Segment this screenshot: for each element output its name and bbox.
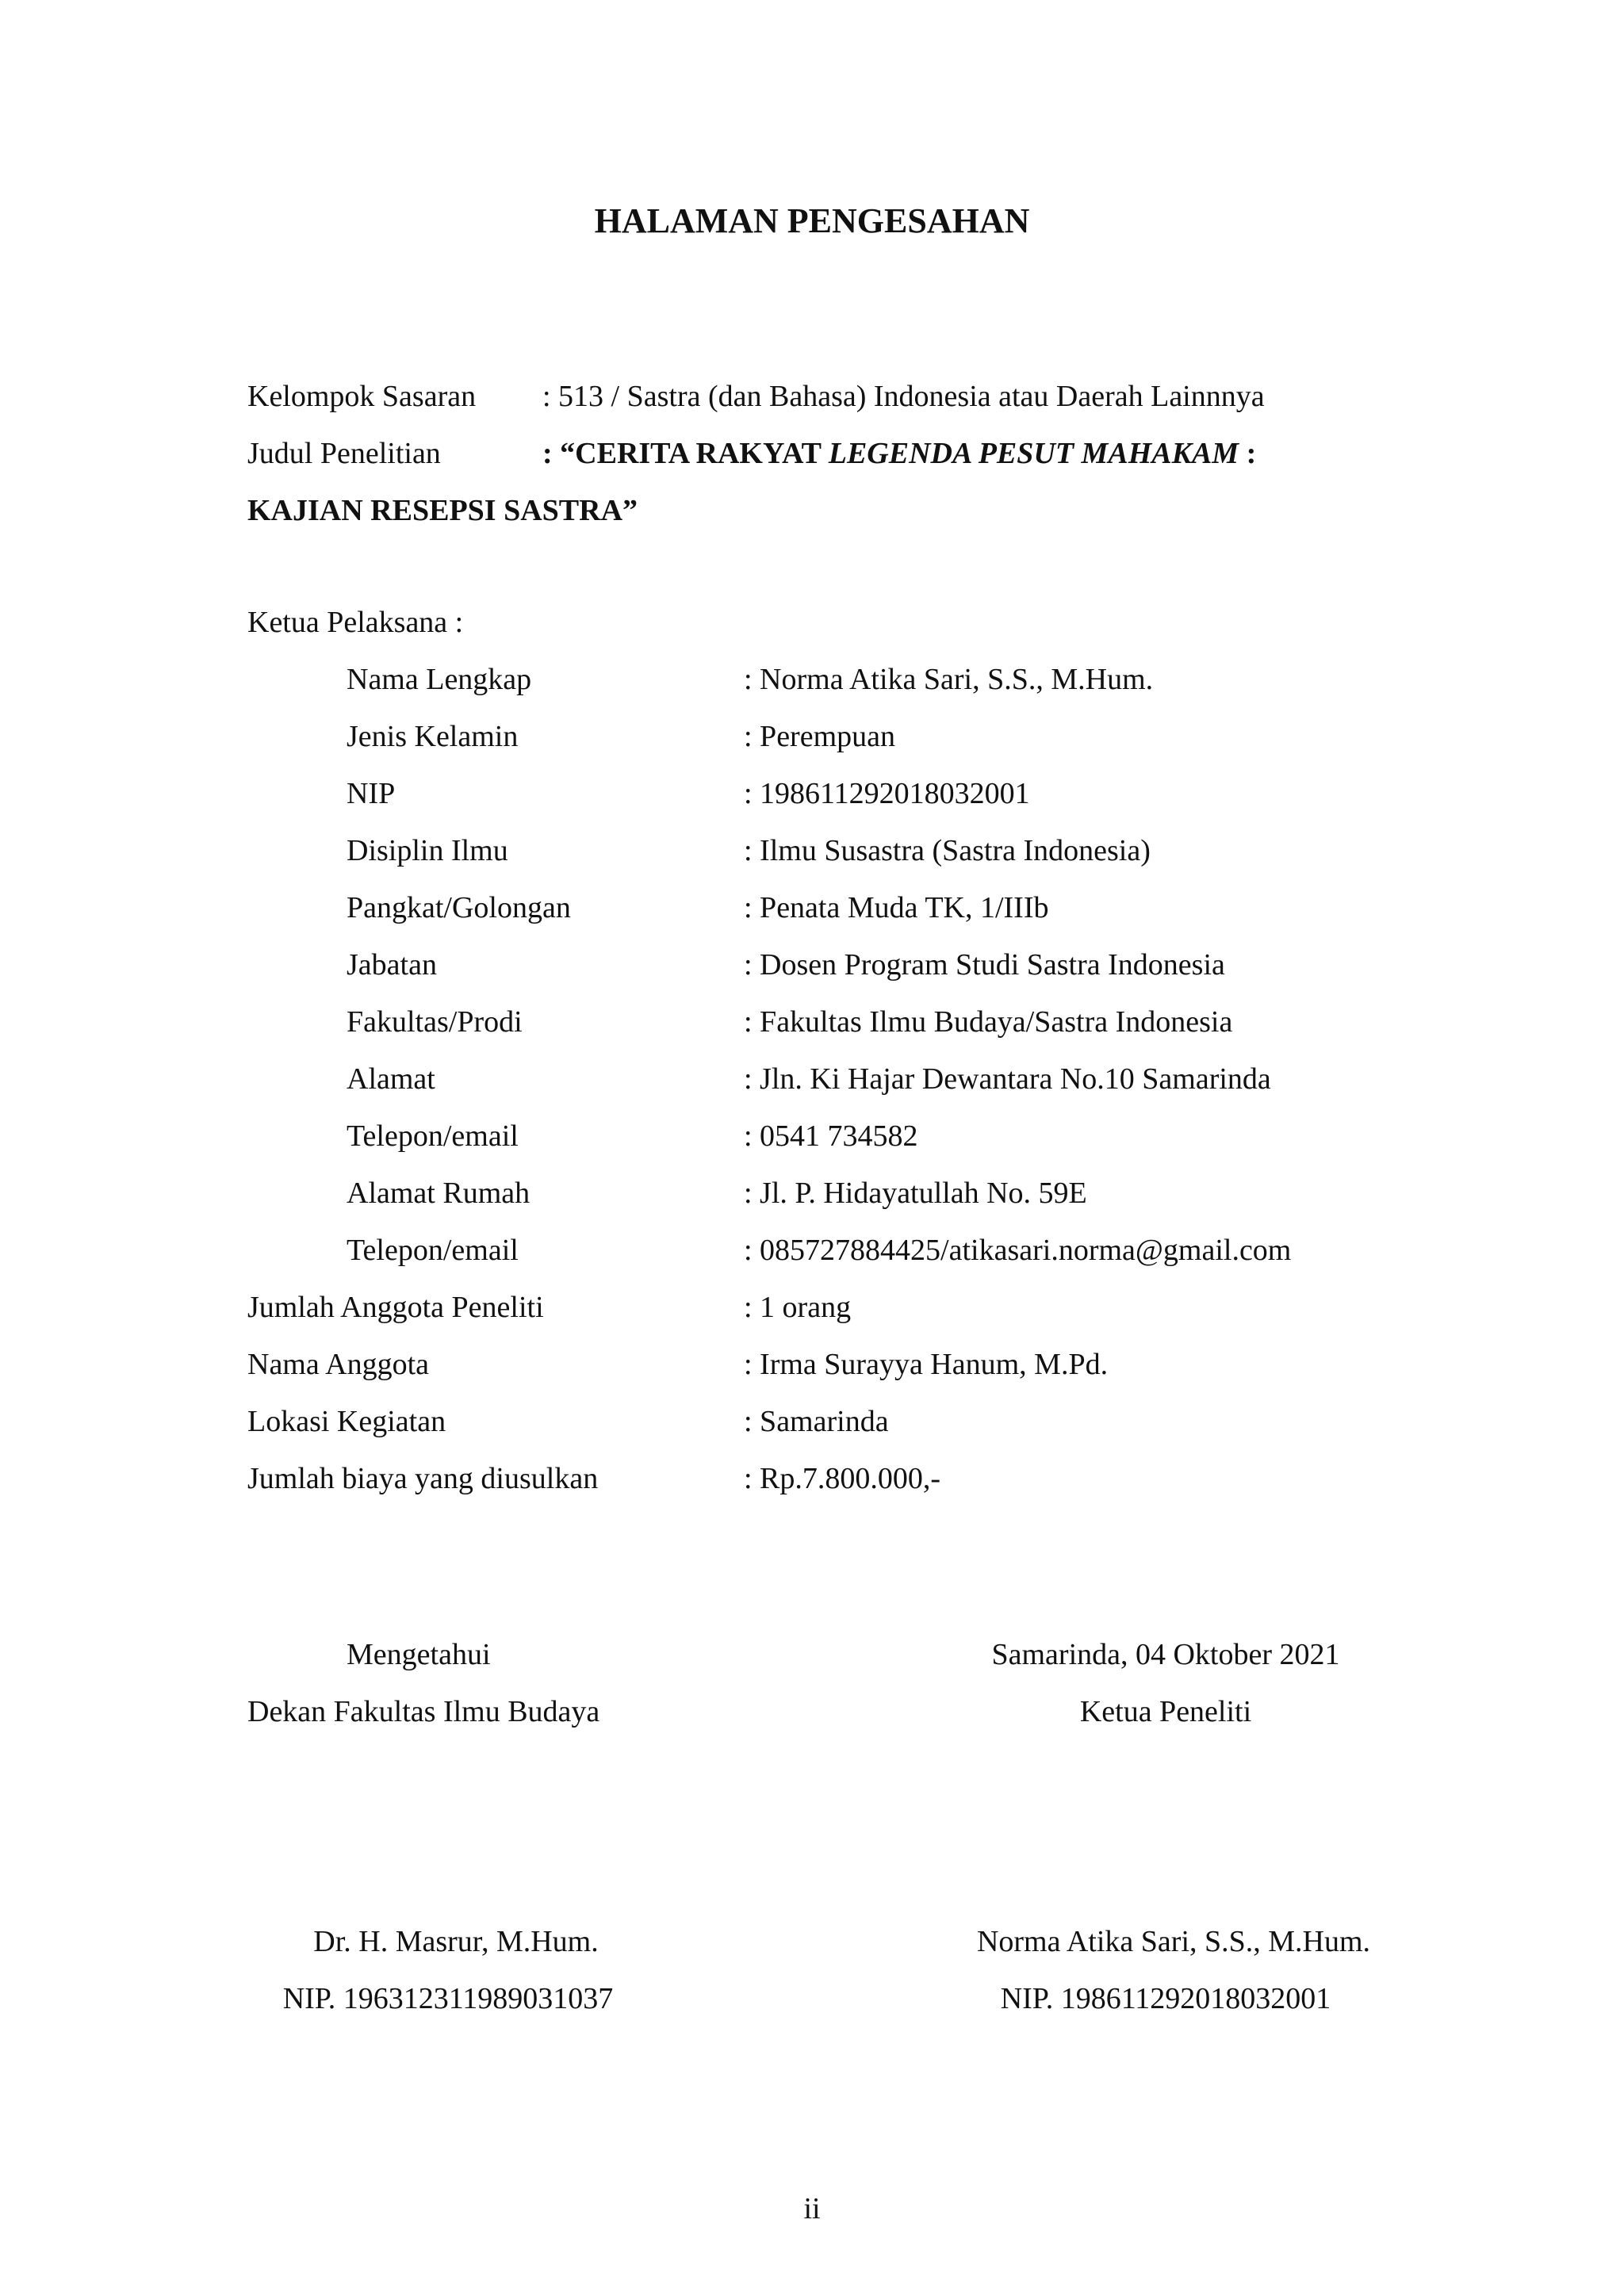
page-number: ii [803,2192,821,2225]
field-value: : Jln. Ki Hajar Dewantara No.10 Samarinda [744,1062,1271,1096]
date-place: Samarinda, 04 Oktober 2021 [991,1638,1340,1671]
field-value: : Perempuan [744,720,896,753]
research-title-prefix: : “CERITA RAKYAT [542,437,829,470]
research-title-label: Judul Penelitian [247,437,441,470]
dean-nip: NIP. 196312311989031037 [282,1982,614,2015]
field-label: Jumlah biaya yang diusulkan [247,1462,599,1495]
field-value: : Norma Atika Sari, S.S., M.Hum. [744,663,1154,696]
field-label: Fakultas/Prodi [347,1005,523,1039]
field-value: : Rp.7.800.000,- [744,1462,941,1495]
field-label: Pangkat/Golongan [347,891,571,924]
acknowledge-text: Mengetahui [347,1638,491,1671]
research-title-suffix: : [1239,437,1257,470]
page-title: HALAMAN PENGESAHAN [594,201,1030,240]
target-group-label: Kelompok Sasaran [247,380,477,413]
research-title-italic: LEGENDA PESUT MAHAKAM [828,437,1239,470]
field-value: : Dosen Program Studi Sastra Indonesia [744,948,1225,982]
field-value: : Samarinda [744,1405,889,1438]
field-label: Disiplin Ilmu [347,834,508,867]
field-label: Telepon/email [347,1234,519,1267]
field-value: : Fakultas Ilmu Budaya/Sastra Indonesia [744,1005,1233,1039]
field-value: : Irma Surayya Hanum, M.Pd. [744,1348,1109,1381]
field-value: : 085727884425/atikasari.norma@gmail.com [744,1234,1292,1267]
field-label: Nama Anggota [247,1348,430,1381]
research-title-line2: KAJIAN RESEPSI SASTRA” [247,494,638,527]
field-label: Alamat Rumah [347,1177,530,1210]
field-value: : 1 orang [744,1291,852,1324]
field-label: Nama Lengkap [347,663,532,696]
research-title-line1 [542,431,1256,476]
field-value: : Ilmu Susastra (Sastra Indonesia) [744,834,1151,867]
field-label: Jumlah Anggota Peneliti [247,1291,544,1324]
field-value: : Penata Muda TK, 1/IIIb [744,891,1049,924]
field-value: : 0541 734582 [744,1119,918,1153]
field-value: : Jl. P. Hidayatullah No. 59E [744,1177,1087,1210]
dean-name: Dr. H. Masrur, M.Hum. [313,1925,599,1958]
field-label: NIP [347,777,396,810]
leader-title: Ketua Peneliti [1079,1695,1252,1728]
field-label: Alamat [347,1062,435,1096]
leader-name: Norma Atika Sari, S.S., M.Hum. [976,1925,1371,1958]
field-label: Lokasi Kegiatan [247,1405,446,1438]
leader-nip: NIP. 198611292018032001 [1000,1982,1331,2015]
dean-title: Dekan Fakultas Ilmu Budaya [247,1695,600,1728]
leader-heading: Ketua Pelaksana : [247,606,464,639]
field-label: Jabatan [347,948,437,982]
field-label: Jenis Kelamin [347,720,519,753]
field-value: : 198611292018032001 [744,777,1030,810]
target-group-value: : 513 / Sastra (dan Bahasa) Indonesia atau Daerah Lainnnya [542,380,1265,413]
field-label: Telepon/email [347,1119,519,1153]
